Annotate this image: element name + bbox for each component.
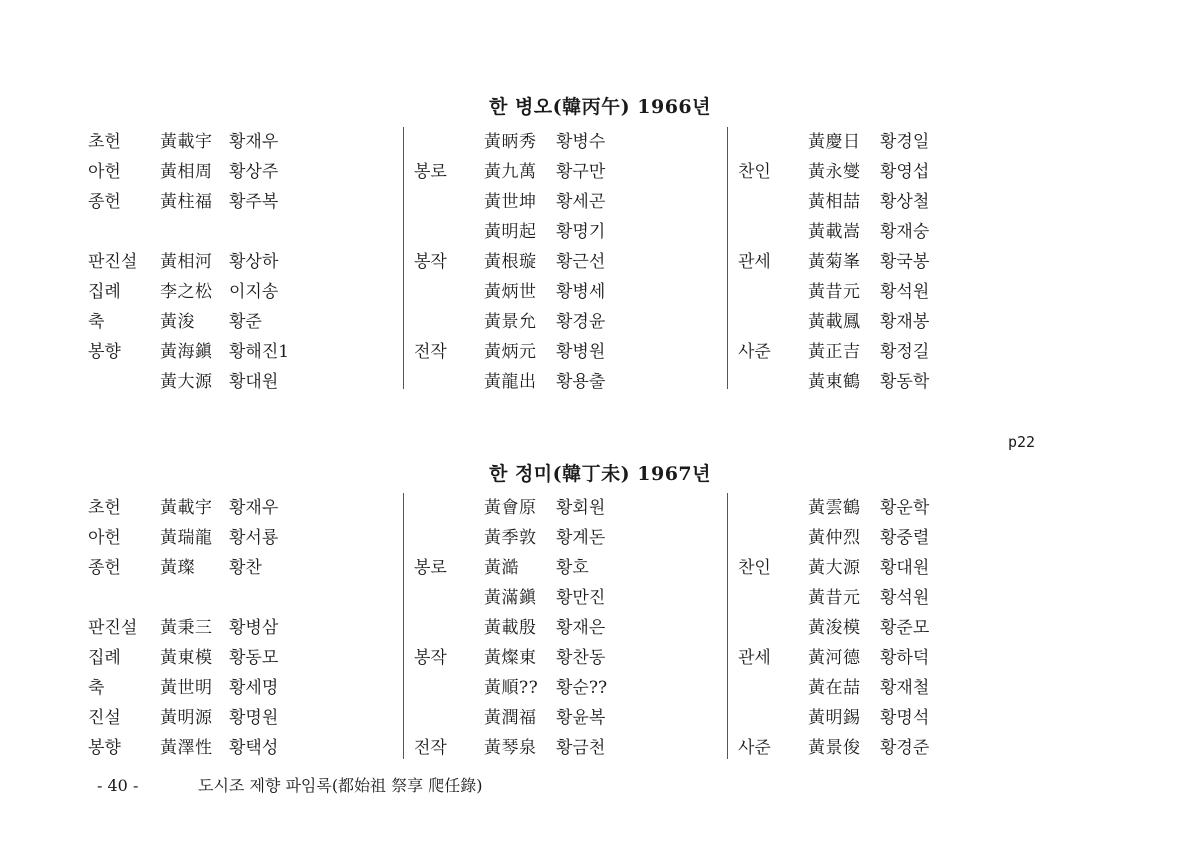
ritual-role: 봉작 xyxy=(414,252,447,272)
name-hanja: 黃載殷 xyxy=(484,618,537,638)
name-hanja: 黃菊峯 xyxy=(808,252,861,272)
ritual-role: 전작 xyxy=(414,342,447,362)
name-hanja: 黃秉三 xyxy=(160,618,213,638)
name-hangul: 황명기 xyxy=(556,222,606,242)
name-hangul: 황상주 xyxy=(229,162,279,182)
officiant-row xyxy=(88,367,388,397)
officiant-row xyxy=(88,127,388,157)
officiant-row xyxy=(728,493,1028,523)
name-hanja: 黃明起 xyxy=(484,222,537,242)
name-hanja: 黃海鎭 xyxy=(160,342,213,362)
name-hangul: 황회원 xyxy=(556,498,606,518)
name-hanja: 黃世明 xyxy=(160,678,213,698)
name-hangul: 황용출 xyxy=(556,372,606,392)
ritual-role: 진설 xyxy=(88,708,121,728)
name-hanja: 黃相河 xyxy=(160,252,213,272)
name-hanja: 黃璨 xyxy=(160,558,195,578)
officiant-row xyxy=(404,217,704,247)
officiant-row xyxy=(728,307,1028,337)
officiant-row xyxy=(88,703,388,733)
name-hangul: 황동모 xyxy=(229,648,279,668)
officiant-row xyxy=(404,673,704,703)
name-hangul: 황세곤 xyxy=(556,192,606,212)
name-hangul: 황주복 xyxy=(229,192,279,212)
ritual-role: 아헌 xyxy=(88,528,121,548)
name-hanja: 黃根璇 xyxy=(484,252,537,272)
name-hanja: 黃載鳳 xyxy=(808,312,861,332)
name-hangul: 황윤복 xyxy=(556,708,606,728)
officiant-row xyxy=(728,553,1028,583)
officiant-row xyxy=(728,583,1028,613)
name-hanja: 黃瑞龍 xyxy=(160,528,213,548)
name-hanja: 黃順?? xyxy=(484,678,539,698)
officiant-row xyxy=(404,337,704,367)
name-hangul: 황찬 xyxy=(229,558,262,578)
ritual-role: 아헌 xyxy=(88,162,121,182)
name-hangul: 황국봉 xyxy=(880,252,930,272)
name-hangul: 황대원 xyxy=(229,372,279,392)
name-hanja: 黃龍出 xyxy=(484,372,537,392)
name-hangul: 황구만 xyxy=(556,162,606,182)
name-hangul: 황병세 xyxy=(556,282,606,302)
officiant-row xyxy=(88,187,388,217)
name-hanja: 黃昔元 xyxy=(808,588,861,608)
name-hanja: 黃在喆 xyxy=(808,678,861,698)
ritual-role: 종헌 xyxy=(88,192,121,212)
name-hangul: 황계돈 xyxy=(556,528,606,548)
name-hangul: 황택성 xyxy=(229,738,279,758)
name-hanja: 黃相喆 xyxy=(808,192,861,212)
name-hangul: 황경준 xyxy=(880,738,930,758)
ritual-role: 봉작 xyxy=(414,648,447,668)
page-number: - 40 - xyxy=(97,776,139,795)
name-hanja: 黃琴泉 xyxy=(484,738,537,758)
officiant-row xyxy=(404,493,704,523)
ritual-role: 봉로 xyxy=(414,162,447,182)
name-hangul: 황석원 xyxy=(880,588,930,608)
name-hangul: 황호 xyxy=(556,558,589,578)
officiant-row xyxy=(404,643,704,673)
name-hangul: 황재은 xyxy=(556,618,606,638)
officiant-row xyxy=(88,553,388,583)
ritual-role: 찬인 xyxy=(738,558,771,578)
name-hanja: 黃柱福 xyxy=(160,192,213,212)
name-hanja: 黃載宇 xyxy=(160,132,213,152)
name-hangul: 황하덕 xyxy=(880,648,930,668)
officiant-row xyxy=(88,583,388,613)
officiant-row xyxy=(728,523,1028,553)
name-hanja: 黃東模 xyxy=(160,648,213,668)
name-hanja: 黃載嵩 xyxy=(808,222,861,242)
name-hangul: 황금천 xyxy=(556,738,606,758)
name-hangul: 황영섭 xyxy=(880,162,930,182)
officiant-row xyxy=(404,733,704,763)
name-hangul: 황세명 xyxy=(229,678,279,698)
name-hanja: 黃炳元 xyxy=(484,342,537,362)
right-column xyxy=(727,127,1028,392)
name-hangul: 황석원 xyxy=(880,282,930,302)
name-hangul: 황만진 xyxy=(556,588,606,608)
officiant-row xyxy=(728,703,1028,733)
ritual-role: 봉향 xyxy=(88,342,121,362)
officiant-row xyxy=(404,307,704,337)
officiant-row xyxy=(88,613,388,643)
name-hanja: 黃明源 xyxy=(160,708,213,728)
name-hangul: 황상하 xyxy=(229,252,279,272)
left-column xyxy=(88,493,388,763)
officiant-row xyxy=(404,553,704,583)
name-hanja: 黃慶日 xyxy=(808,132,861,152)
name-hanja: 黃景俊 xyxy=(808,738,861,758)
page-footer xyxy=(0,771,1200,801)
name-hanja: 黃季敦 xyxy=(484,528,537,548)
name-hanja: 黃正吉 xyxy=(808,342,861,362)
name-hangul: 황명석 xyxy=(880,708,930,728)
officiant-row xyxy=(728,733,1028,763)
officiant-row xyxy=(728,127,1028,157)
name-hanja: 黃景允 xyxy=(484,312,537,332)
officiant-row xyxy=(728,337,1028,367)
name-hangul: 황상철 xyxy=(880,192,930,212)
name-hanja: 黃世坤 xyxy=(484,192,537,212)
officiant-row xyxy=(404,583,704,613)
name-hanja: 黃九萬 xyxy=(484,162,537,182)
name-hangul: 황병원 xyxy=(556,342,606,362)
officiant-row xyxy=(404,187,704,217)
officiant-row xyxy=(88,277,388,307)
officiant-row xyxy=(404,613,704,643)
name-hangul: 황경일 xyxy=(880,132,930,152)
ritual-role: 봉로 xyxy=(414,558,447,578)
officiant-row xyxy=(88,673,388,703)
name-hanja: 黃大源 xyxy=(160,372,213,392)
officiant-row xyxy=(728,613,1028,643)
name-hangul: 황경윤 xyxy=(556,312,606,332)
ritual-role: 판진설 xyxy=(88,252,138,272)
ritual-role: 판진설 xyxy=(88,618,138,638)
name-hanja: 黃昞秀 xyxy=(484,132,537,152)
name-hanja: 黃雲鶴 xyxy=(808,498,861,518)
name-hanja: 黃炳世 xyxy=(484,282,537,302)
ritual-role: 초헌 xyxy=(88,498,121,518)
left-column xyxy=(88,127,388,397)
section-title: 한 정미(韓丁未) 1967년 xyxy=(488,463,711,485)
name-hanja: 黃昔元 xyxy=(808,282,861,302)
name-hanja: 黃浚模 xyxy=(808,618,861,638)
name-hanja: 黃澤性 xyxy=(160,738,213,758)
officiant-row xyxy=(404,367,704,397)
officiant-row xyxy=(88,307,388,337)
officiant-row xyxy=(88,157,388,187)
name-hangul: 황서룡 xyxy=(229,528,279,548)
name-hanja: 黃東鶴 xyxy=(808,372,861,392)
name-hangul: 황재숭 xyxy=(880,222,930,242)
document-title: 도시조 제향 파임록(都始祖 祭享 爬任錄) xyxy=(198,776,483,795)
officiant-row xyxy=(404,523,704,553)
name-hangul: 황재철 xyxy=(880,678,930,698)
name-hangul: 황운학 xyxy=(880,498,930,518)
officiant-row xyxy=(88,217,388,247)
name-hangul: 황준 xyxy=(229,312,262,332)
name-hangul: 황찬동 xyxy=(556,648,606,668)
name-hangul: 황해진1 xyxy=(229,342,290,362)
name-hangul: 황준모 xyxy=(880,618,930,638)
name-hanja: 黃永燮 xyxy=(808,162,861,182)
ritual-role: 축 xyxy=(88,678,105,698)
ritual-role: 집례 xyxy=(88,648,121,668)
officiant-row xyxy=(728,673,1028,703)
name-hanja: 黃載宇 xyxy=(160,498,213,518)
officiant-row xyxy=(88,643,388,673)
officiant-row xyxy=(88,247,388,277)
name-hanja: 黃大源 xyxy=(808,558,861,578)
ritual-role: 초헌 xyxy=(88,132,121,152)
ritual-role: 종헌 xyxy=(88,558,121,578)
name-hangul: 황명원 xyxy=(229,708,279,728)
name-hanja: 黃澔 xyxy=(484,558,519,578)
middle-column xyxy=(403,127,704,392)
officiant-row xyxy=(728,643,1028,673)
page-marker: p22 xyxy=(1008,433,1036,451)
middle-column xyxy=(403,493,704,759)
name-hanja: 黃明錫 xyxy=(808,708,861,728)
ritual-role: 전작 xyxy=(414,738,447,758)
ritual-role: 축 xyxy=(88,312,105,332)
name-hangul: 황재우 xyxy=(229,132,279,152)
officiant-row xyxy=(88,493,388,523)
name-hangul: 황동학 xyxy=(880,372,930,392)
name-hanja: 黃會原 xyxy=(484,498,537,518)
officiant-row xyxy=(728,157,1028,187)
name-hangul: 황정길 xyxy=(880,342,930,362)
officiant-row xyxy=(728,367,1028,397)
officiant-row xyxy=(88,523,388,553)
officiant-row xyxy=(404,157,704,187)
name-hangul: 황대원 xyxy=(880,558,930,578)
officiant-row xyxy=(88,337,388,367)
name-hangul: 황근선 xyxy=(556,252,606,272)
ritual-role: 봉향 xyxy=(88,738,121,758)
section-title: 한 병오(韓丙午) 1966년 xyxy=(488,96,711,118)
name-hangul: 황재우 xyxy=(229,498,279,518)
officiant-row xyxy=(728,187,1028,217)
name-hangul: 이지송 xyxy=(229,282,279,302)
name-hanja: 黃燦東 xyxy=(484,648,537,668)
name-hanja: 黃相周 xyxy=(160,162,213,182)
officiant-row xyxy=(728,247,1028,277)
ritual-role: 관세 xyxy=(738,252,771,272)
name-hanja: 黃浚 xyxy=(160,312,195,332)
right-column xyxy=(727,493,1028,759)
officiant-row xyxy=(404,703,704,733)
officiant-row xyxy=(88,733,388,763)
name-hangul: 황중렬 xyxy=(880,528,930,548)
ritual-role: 찬인 xyxy=(738,162,771,182)
name-hanja: 李之松 xyxy=(160,282,213,302)
name-hanja: 黃河德 xyxy=(808,648,861,668)
officiant-row xyxy=(404,277,704,307)
officiant-row xyxy=(404,127,704,157)
name-hangul: 황병수 xyxy=(556,132,606,152)
name-hanja: 黃潤福 xyxy=(484,708,537,728)
name-hangul: 황순?? xyxy=(556,678,608,698)
ritual-role: 집례 xyxy=(88,282,121,302)
officiant-row xyxy=(728,217,1028,247)
officiant-row xyxy=(728,277,1028,307)
ritual-role: 사준 xyxy=(738,738,771,758)
name-hangul: 황병삼 xyxy=(229,618,279,638)
name-hangul: 황재봉 xyxy=(880,312,930,332)
ritual-role: 사준 xyxy=(738,342,771,362)
officiant-row xyxy=(404,247,704,277)
name-hanja: 黃滿鎭 xyxy=(484,588,537,608)
name-hanja: 黃仲烈 xyxy=(808,528,861,548)
ritual-role: 관세 xyxy=(738,648,771,668)
